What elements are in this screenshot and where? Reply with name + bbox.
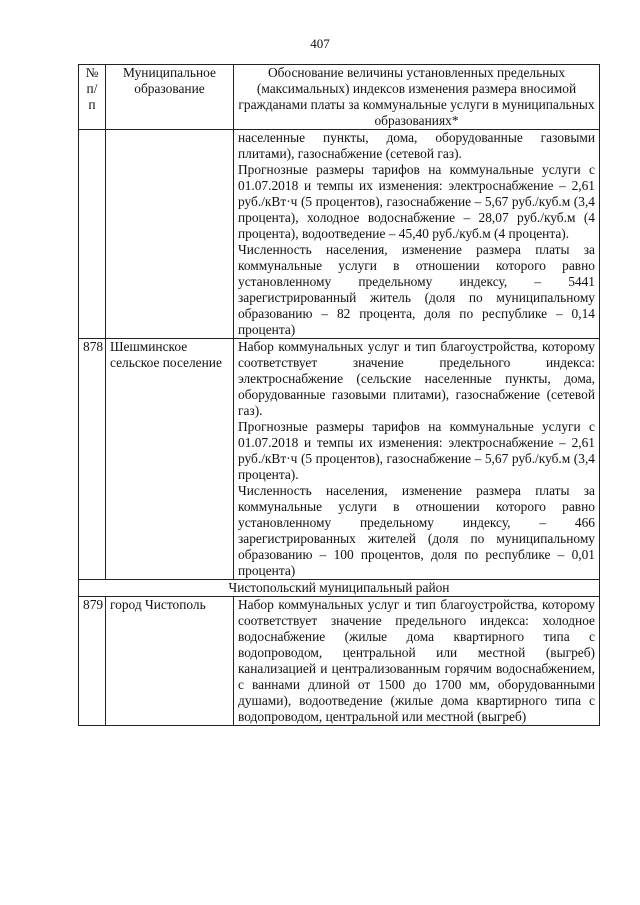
paragraph: Прогнозные размеры тарифов на коммунальные услуги с 01.07.2018 и темпы их изменения: электроснабжение – 2,61 руб./кВт·ч (5 процентов), газоснабжение – 5,67 руб./куб.м (3,4 процента), холодное водоснабжение – 28,07 руб./куб.м (4 процента), водоотведение – 45,40 руб./куб.м (4 процента). xyxy=(238,162,595,241)
paragraph: Набор коммунальных услуг и тип благоустройства, которому соответствует значение предельного индекса: холодное водоснабжение (жилые дома квартирного типа с водопроводом, центральной или местной (выгреб) канализацией и централизованным горячим водоснабжением, с ваннами длиной от 1500 до 1700 мм, оборудованными душами), водоотведение (жилые дома квартирного типа с водопроводом, центральной или местной (выгреб) xyxy=(238,597,595,724)
header-municipality: Муниципальное образование xyxy=(106,65,234,130)
header-row xyxy=(79,65,600,130)
paragraph: населенные пункты, дома, оборудованные газовыми плитами), газоснабжение (сетевой газ). xyxy=(238,130,595,161)
header-justification: Обоснование величины установленных предельных (максимальных) индексов изменения размера вносимой гражданами платы за коммунальные услуги в муниципальных образованиях* xyxy=(234,65,600,130)
table-row-continued xyxy=(79,130,600,339)
cell-municipality: Шешминское сельское поселение xyxy=(106,339,234,580)
cell-justification xyxy=(234,597,600,726)
cell-num-empty xyxy=(79,130,106,339)
page-number: 407 xyxy=(310,36,330,51)
paragraph: Набор коммунальных услуг и тип благоустройства, которому соответствует значение предельного индекса: электроснабжение (сельские населенные пункты, дома, оборудованные газовыми плитами), газоснабжение (сетевой газ). xyxy=(238,339,595,418)
cell-justification xyxy=(234,339,600,580)
paragraph: Прогнозные размеры тарифов на коммунальные услуги с 01.07.2018 и темпы их изменения: электроснабжение – 2,61 руб./кВт·ч (5 процентов), газоснабжение – 5,67 руб./куб.м (3,4 процента). xyxy=(238,419,595,482)
table-row xyxy=(79,597,600,726)
header-num: № п/п xyxy=(79,65,106,130)
tariff-table xyxy=(78,64,600,726)
district-title: Чистопольский муниципальный район xyxy=(79,580,600,597)
cell-num: 878 xyxy=(79,339,106,580)
cell-justification xyxy=(234,130,600,339)
table-row xyxy=(79,339,600,580)
paragraph: Численность населения, изменение размера платы за коммунальные услуги в отношении которого равно установленному предельному индексу, – 5441 зарегистрированный житель (доля по муниципальному образованию – 82 процента, доля по республике – 0,14 процента) xyxy=(238,242,595,337)
cell-municipality: город Чистополь xyxy=(106,597,234,726)
paragraph: Численность населения, изменение размера платы за коммунальные услуги в отношении которого равно установленному предельному индексу, – 466 зарегистрированных жителей (доля по муниципальному образованию – 100 процентов, доля по республике – 0,01 процента) xyxy=(238,483,595,578)
district-row xyxy=(79,580,600,597)
cell-municipality-empty xyxy=(106,130,234,339)
cell-num: 879 xyxy=(79,597,106,726)
